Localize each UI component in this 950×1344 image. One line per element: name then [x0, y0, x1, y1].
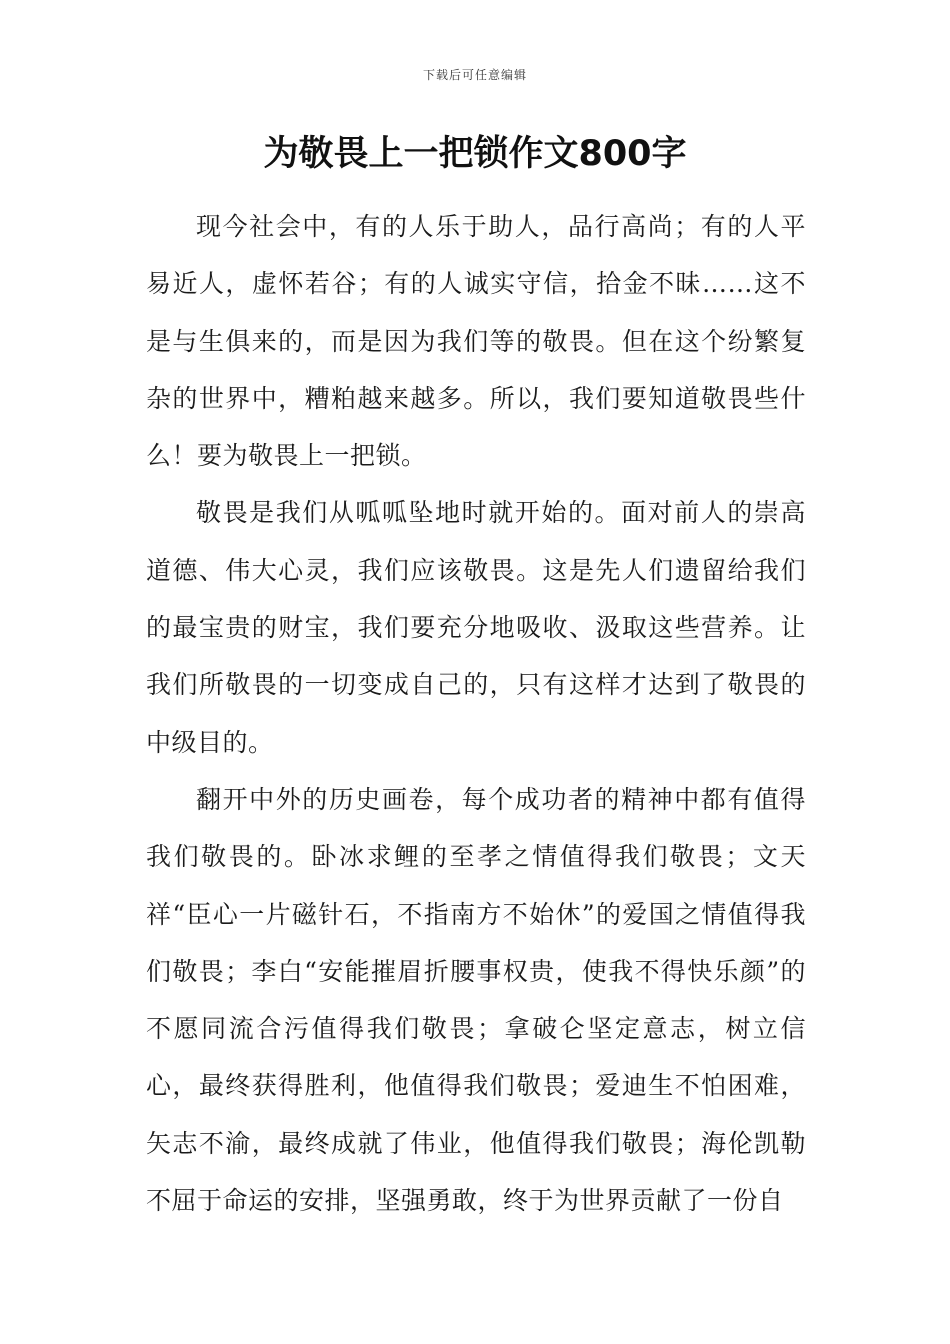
document-title: 为敬畏上一把锁作文800字 [263, 134, 687, 174]
paragraph-2: 敬畏是我们从呱呱坠地时就开始的。面对前人的崇高道德、伟大心灵，我们应该敬畏。这是先人们遗留给我们的最宝贵的财宝，我们要充分地吸收、汲取这些营养。让我们所敬畏的一切变成自己的，只有这样才达到了敬畏的中级目的。 [146, 498, 806, 757]
document-body [146, 198, 806, 1229]
paragraph-3: 翻开中外的历史画卷，每个成功者的精神中都有值得我们敬畏的。卧冰求鲤的至孝之情值得我们敬畏；文天祥“臣心一片磁针石，不指南方不始休”的爱国之情值得我们敬畏；李白“安能摧眉折腰事权贵，使我不得快乐颜”的不愿同流合污值得我们敬畏；拿破仑坚定意志，树立信心，最终获得胜利，他值得我们敬畏；爱迪生不怕困难，矢志不渝，最终成就了伟业，他值得我们敬畏；海伦凯勒不屈于命运的安排，坚强勇敢，终于为世界贡献了一份自 [146, 784, 806, 1216]
header-note: 下载后可任意编辑 [422, 68, 527, 82]
paragraph-1: 现今社会中，有的人乐于助人，品行高尚；有的人平易近人，虚怀若谷；有的人诚实守信，拾金不昧……这不是与生俱来的，而是因为我们等的敬畏。但在这个纷繁复杂的世界中，糟粕越来越多。所以，我们要知道敬畏些什么！要为敬畏上一把锁。 [146, 212, 806, 471]
